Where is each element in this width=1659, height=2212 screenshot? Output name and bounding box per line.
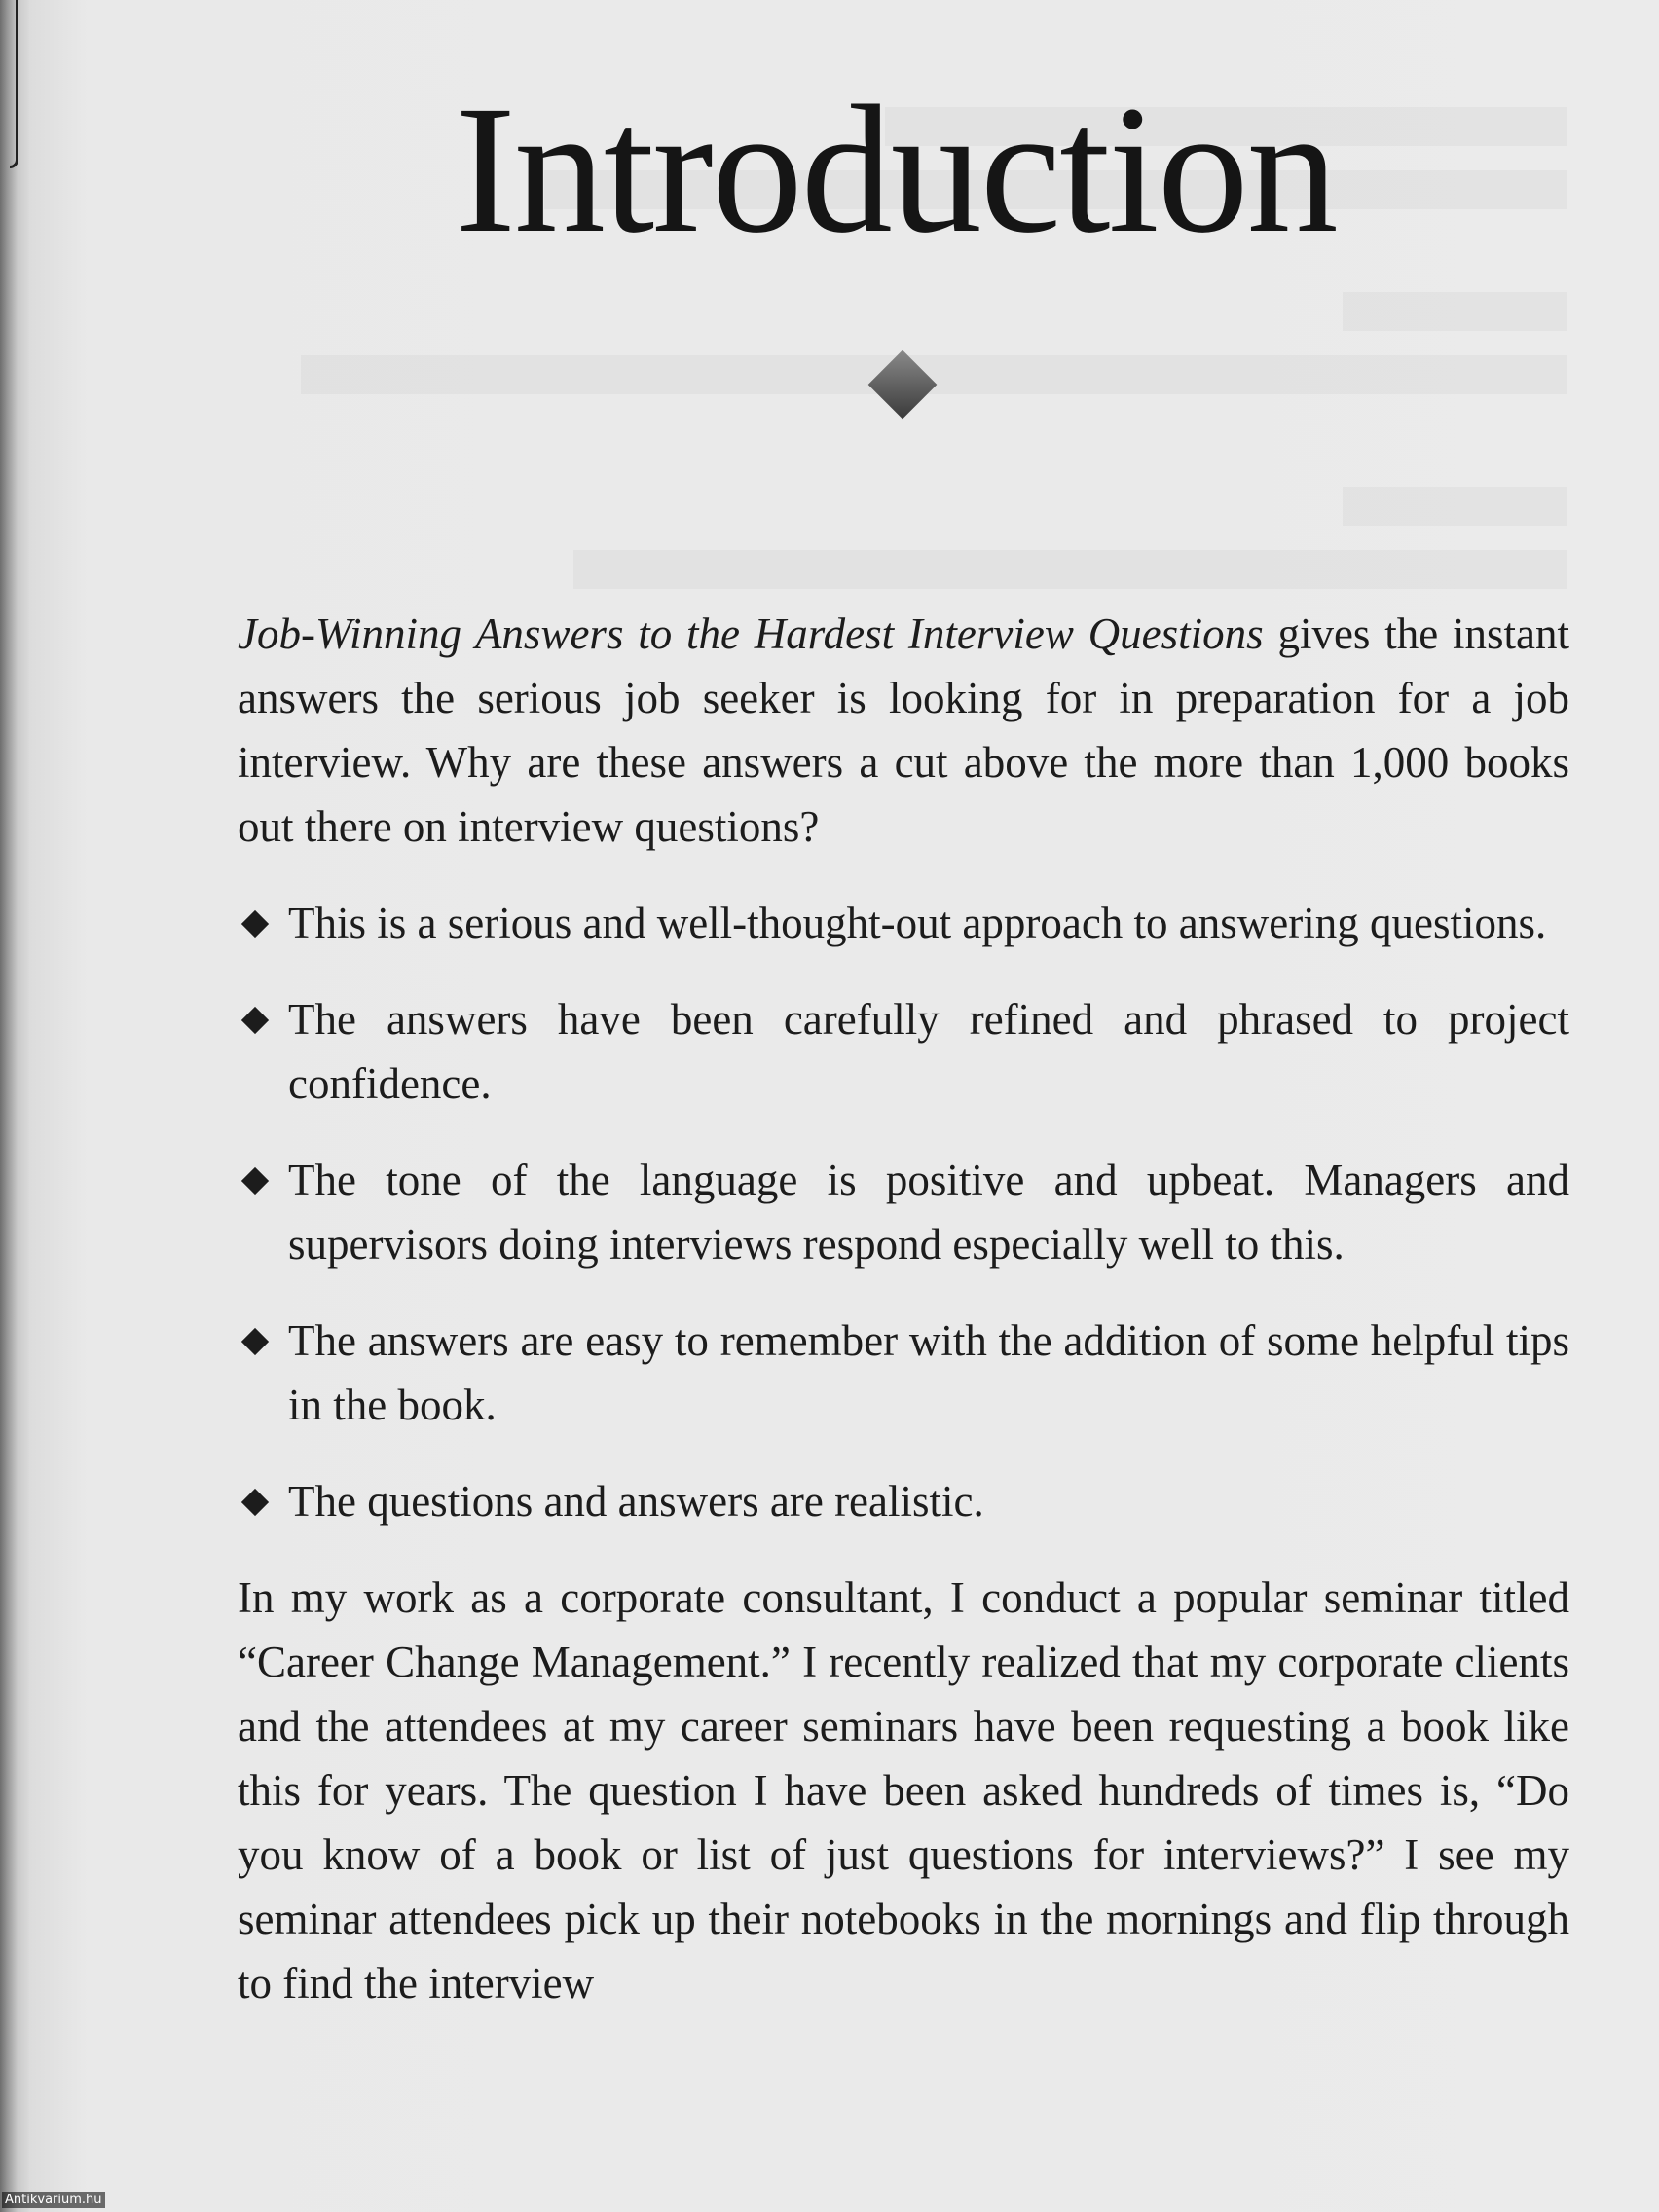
list-item [238, 891, 1569, 955]
bullet-list [238, 891, 1569, 1533]
list-item [238, 1148, 1569, 1276]
diamond-bullet-icon [241, 1489, 269, 1516]
list-item-text: The questions and answers are realistic. [288, 1477, 984, 1526]
book-title: Job-Winning Answers to the Hardest Interview Questions [238, 609, 1264, 658]
diamond-bullet-icon [241, 1167, 269, 1195]
list-item [238, 1469, 1569, 1533]
diamond-bullet-icon [241, 910, 269, 938]
list-item-text: The answers have been carefully refined and phrased to project confidence. [288, 995, 1569, 1108]
watermark: Antikvarium.hu [2, 2192, 105, 2208]
body-text [238, 602, 1569, 2015]
page-title: Introduction [455, 67, 1337, 271]
list-item [238, 987, 1569, 1116]
closing-paragraph: In my work as a corporate consultant, I conduct a popular seminar titled “Career Change Management.” I recently realized that my corporate clients and the attendees at my career seminars have been requesting a book like this for years. The question I have been asked hundreds of times is, “Do you know of a book or list of just questions for interviews?” I see my seminar attendees pick up their notebooks in the mornings and flip through to find the interview [238, 1573, 1569, 2008]
page-edge [0, 0, 29, 2212]
list-item-text: This is a serious and well-thought-out approach to answering questions. [288, 899, 1547, 947]
list-item-text: The answers are easy to remember with the addition of some helpful tips in the book. [288, 1316, 1569, 1429]
intro-paragraph [238, 602, 1569, 859]
diamond-bullet-icon [241, 1007, 269, 1034]
list-item [238, 1309, 1569, 1437]
intro-text: gives the instant answers the serious job seeker is looking for in preparation for a job interview. Why are these answers a cut above the more than 1,000 books out there on interview questions? [238, 609, 1569, 851]
diamond-bullet-icon [241, 1328, 269, 1355]
list-item-text: The tone of the language is positive and upbeat. Managers and supervisors doing interviews respond especially well to this. [288, 1156, 1569, 1269]
